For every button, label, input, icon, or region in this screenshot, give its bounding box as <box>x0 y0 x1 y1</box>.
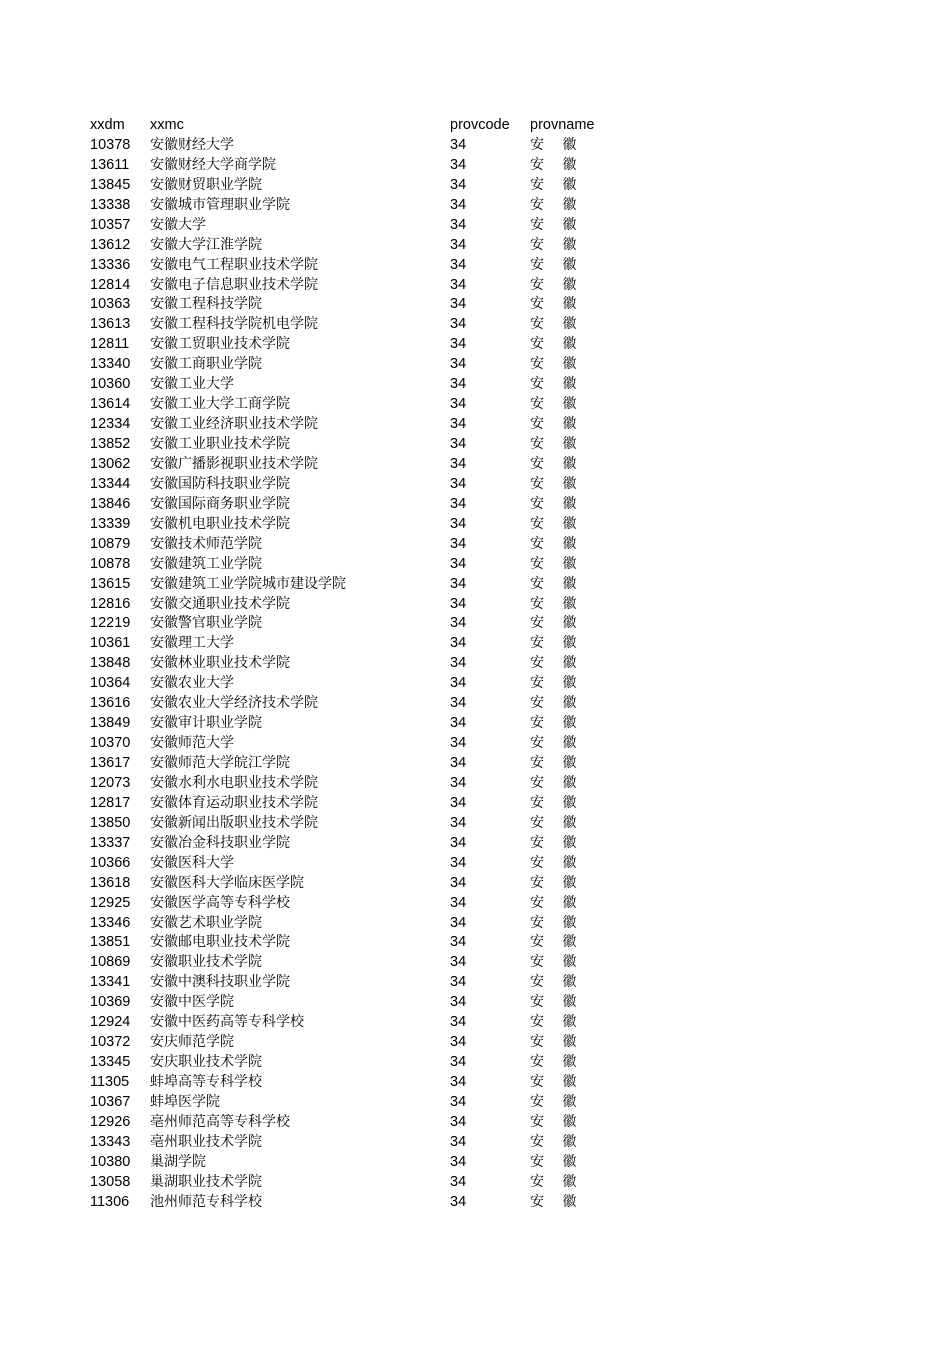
cell-xxmc: 安徽工业大学工商学院 <box>150 396 290 413</box>
cell-provname: 安 徽 <box>530 475 584 492</box>
cell-provname: 安 徽 <box>530 1113 584 1130</box>
cell-xxdm: 13618 <box>90 874 131 891</box>
cell-provcode: 34 <box>450 695 467 712</box>
cell-provcode: 34 <box>450 555 467 572</box>
cell-provcode: 34 <box>450 216 467 233</box>
cell-xxdm: 13336 <box>90 256 131 273</box>
cell-xxdm: 13614 <box>90 396 131 413</box>
cell-provname: 安 徽 <box>530 535 584 552</box>
cell-xxmc: 安徽技术师范学院 <box>150 535 262 552</box>
cell-xxdm: 10367 <box>90 1093 131 1110</box>
cell-provcode: 34 <box>450 914 467 931</box>
cell-xxmc: 安徽工程科技学院机电学院 <box>150 316 318 333</box>
cell-provcode: 34 <box>450 256 467 273</box>
cell-provname: 安 徽 <box>530 236 584 253</box>
cell-xxdm: 13615 <box>90 575 131 592</box>
cell-provname: 安 徽 <box>530 1133 584 1150</box>
cell-provname: 安 徽 <box>530 715 584 732</box>
cell-xxmc: 安徽电气工程职业技术学院 <box>150 256 318 273</box>
cell-xxdm: 13062 <box>90 455 131 472</box>
cell-provname: 安 徽 <box>530 755 584 771</box>
column-header-provcode: provcode <box>450 117 510 133</box>
cell-provcode: 34 <box>450 1054 467 1071</box>
cell-provcode: 34 <box>450 615 467 632</box>
cell-provcode: 34 <box>450 874 467 891</box>
cell-xxdm: 10869 <box>90 954 131 971</box>
cell-xxdm: 13339 <box>90 515 131 532</box>
cell-provcode: 34 <box>450 176 467 193</box>
cell-provname: 安 徽 <box>530 316 584 333</box>
cell-xxmc: 安徽师范大学皖江学院 <box>150 755 290 771</box>
cell-xxmc: 池州师范专科学校 <box>150 1193 262 1210</box>
cell-provcode: 34 <box>450 715 467 732</box>
cell-xxmc: 安徽财经大学商学院 <box>150 156 276 173</box>
cell-provcode: 34 <box>450 535 467 552</box>
cell-xxdm: 12925 <box>90 894 131 911</box>
cell-provcode: 34 <box>450 1034 467 1051</box>
cell-xxdm: 10361 <box>90 635 131 652</box>
cell-provcode: 34 <box>450 436 467 452</box>
cell-provcode: 34 <box>450 894 467 911</box>
cell-xxdm: 12811 <box>90 336 130 353</box>
cell-provname: 安 徽 <box>530 176 584 193</box>
cell-xxdm: 13845 <box>90 176 131 193</box>
cell-provname: 安 徽 <box>530 396 584 413</box>
cell-provname: 安 徽 <box>530 894 584 911</box>
cell-provname: 安 徽 <box>530 196 584 213</box>
cell-xxdm: 13611 <box>90 156 130 173</box>
cell-xxdm: 12924 <box>90 1014 131 1031</box>
cell-xxmc: 安徽水利水电职业技术学院 <box>150 774 318 791</box>
cell-xxdm: 10370 <box>90 735 131 752</box>
cell-provcode: 34 <box>450 1074 467 1090</box>
cell-provname: 安 徽 <box>530 1153 584 1170</box>
cell-provname: 安 徽 <box>530 814 584 831</box>
cell-xxmc: 安庆师范学院 <box>150 1034 234 1051</box>
cell-xxmc: 安徽审计职业学院 <box>150 715 262 732</box>
cell-provname: 安 徽 <box>530 834 584 851</box>
cell-xxdm: 12814 <box>90 276 131 293</box>
cell-provname: 安 徽 <box>530 934 584 951</box>
cell-xxmc: 巢湖学院 <box>150 1153 206 1170</box>
cell-provname: 安 徽 <box>530 954 584 971</box>
cell-provcode: 34 <box>450 1173 467 1190</box>
cell-provcode: 34 <box>450 774 467 791</box>
column-header-provname: provname <box>530 117 595 133</box>
cell-xxmc: 安徽体育运动职业技术学院 <box>150 794 318 811</box>
cell-provcode: 34 <box>450 196 467 213</box>
cell-xxdm: 10360 <box>90 376 131 393</box>
cell-xxdm: 13613 <box>90 316 131 333</box>
cell-provname: 安 徽 <box>530 376 584 393</box>
cell-provcode: 34 <box>450 296 467 313</box>
cell-provname: 安 徽 <box>530 1054 584 1071</box>
cell-xxmc: 安徽师范大学 <box>150 735 234 752</box>
cell-provname: 安 徽 <box>530 655 584 672</box>
cell-provcode: 34 <box>450 316 467 333</box>
cell-provname: 安 徽 <box>530 216 584 233</box>
cell-xxdm: 13058 <box>90 1173 131 1190</box>
cell-provname: 安 徽 <box>530 495 584 512</box>
cell-provname: 安 徽 <box>530 675 584 692</box>
cell-provcode: 34 <box>450 814 467 831</box>
cell-xxmc: 蚌埠高等专科学校 <box>150 1074 262 1090</box>
cell-provname: 安 徽 <box>530 515 584 532</box>
cell-provname: 安 徽 <box>530 575 584 592</box>
cell-provcode: 34 <box>450 475 467 492</box>
cell-provcode: 34 <box>450 675 467 692</box>
cell-xxmc: 亳州职业技术学院 <box>150 1133 262 1150</box>
cell-xxmc: 安徽工业经济职业技术学院 <box>150 416 318 433</box>
cell-xxmc: 安徽大学江淮学院 <box>150 236 262 253</box>
cell-xxmc: 安徽建筑工业学院城市建设学院 <box>150 575 346 592</box>
cell-xxmc: 安徽中医药高等专科学校 <box>150 1014 304 1031</box>
cell-provcode: 34 <box>450 1153 467 1170</box>
cell-provcode: 34 <box>450 735 467 752</box>
cell-xxdm: 13849 <box>90 715 131 732</box>
cell-provcode: 34 <box>450 974 467 991</box>
cell-provname: 安 徽 <box>530 455 584 472</box>
cell-xxmc: 安徽中澳科技职业学院 <box>150 974 290 991</box>
cell-xxdm: 13846 <box>90 495 131 512</box>
cell-provcode: 34 <box>450 515 467 532</box>
cell-xxdm: 10372 <box>90 1034 131 1051</box>
cell-xxdm: 13340 <box>90 356 131 373</box>
cell-provname: 安 徽 <box>530 735 584 752</box>
cell-xxmc: 安徽医科大学 <box>150 854 234 871</box>
cell-xxmc: 安徽中医学院 <box>150 994 234 1011</box>
cell-xxmc: 安徽冶金科技职业学院 <box>150 834 290 851</box>
cell-xxdm: 13338 <box>90 196 131 213</box>
cell-xxmc: 安徽艺术职业学院 <box>150 914 262 931</box>
cell-provname: 安 徽 <box>530 1014 584 1031</box>
cell-provname: 安 徽 <box>530 635 584 652</box>
cell-provcode: 34 <box>450 954 467 971</box>
cell-provcode: 34 <box>450 236 467 253</box>
cell-provname: 安 徽 <box>530 256 584 273</box>
cell-provname: 安 徽 <box>530 695 584 712</box>
cell-provcode: 34 <box>450 794 467 811</box>
cell-provcode: 34 <box>450 854 467 871</box>
cell-xxmc: 蚌埠医学院 <box>150 1093 220 1110</box>
cell-xxdm: 13848 <box>90 655 131 672</box>
cell-provname: 安 徽 <box>530 1074 584 1090</box>
cell-provname: 安 徽 <box>530 914 584 931</box>
cell-xxdm: 10378 <box>90 136 131 153</box>
cell-provname: 安 徽 <box>530 336 584 353</box>
cell-provname: 安 徽 <box>530 994 584 1011</box>
cell-provname: 安 徽 <box>530 276 584 293</box>
cell-provname: 安 徽 <box>530 1034 584 1051</box>
cell-xxdm: 10366 <box>90 854 131 871</box>
cell-provcode: 34 <box>450 595 467 612</box>
cell-xxmc: 安徽工贸职业技术学院 <box>150 336 290 353</box>
cell-xxdm: 10879 <box>90 535 131 552</box>
cell-xxmc: 安徽城市管理职业学院 <box>150 196 290 213</box>
cell-provcode: 34 <box>450 1193 467 1210</box>
cell-xxmc: 安徽农业大学 <box>150 675 234 692</box>
cell-xxdm: 12817 <box>90 794 131 811</box>
cell-xxmc: 安庆职业技术学院 <box>150 1054 262 1071</box>
cell-provcode: 34 <box>450 276 467 293</box>
cell-xxmc: 安徽林业职业技术学院 <box>150 655 290 672</box>
cell-provcode: 34 <box>450 575 467 592</box>
cell-xxdm: 13343 <box>90 1133 131 1150</box>
cell-provcode: 34 <box>450 994 467 1011</box>
cell-xxdm: 13612 <box>90 236 131 253</box>
cell-xxmc: 安徽财经大学 <box>150 136 234 153</box>
cell-xxmc: 安徽邮电职业技术学院 <box>150 934 290 951</box>
cell-provname: 安 徽 <box>530 1173 584 1190</box>
cell-xxdm: 11306 <box>90 1193 130 1210</box>
cell-xxmc: 安徽医学高等专科学校 <box>150 894 290 911</box>
column-header-xxdm: xxdm <box>90 117 125 133</box>
cell-xxmc: 安徽电子信息职业技术学院 <box>150 276 318 293</box>
cell-provcode: 34 <box>450 1093 467 1110</box>
cell-xxdm: 10878 <box>90 555 131 572</box>
cell-xxmc: 安徽工业职业技术学院 <box>150 436 290 452</box>
cell-xxdm: 10364 <box>90 675 131 692</box>
cell-provcode: 34 <box>450 396 467 413</box>
cell-xxdm: 12073 <box>90 774 131 791</box>
cell-provcode: 34 <box>450 156 467 173</box>
cell-xxmc: 安徽工商职业学院 <box>150 356 262 373</box>
cell-xxdm: 12219 <box>90 615 131 632</box>
cell-xxmc: 安徽理工大学 <box>150 635 234 652</box>
cell-xxdm: 13851 <box>90 934 131 951</box>
cell-provname: 安 徽 <box>530 1093 584 1110</box>
cell-provcode: 34 <box>450 635 467 652</box>
cell-xxdm: 10369 <box>90 994 131 1011</box>
cell-xxdm: 10363 <box>90 296 131 313</box>
cell-provcode: 34 <box>450 834 467 851</box>
cell-xxdm: 13345 <box>90 1054 131 1071</box>
cell-provname: 安 徽 <box>530 774 584 791</box>
cell-provname: 安 徽 <box>530 416 584 433</box>
cell-provname: 安 徽 <box>530 555 584 572</box>
cell-provcode: 34 <box>450 336 467 353</box>
cell-provname: 安 徽 <box>530 1193 584 1210</box>
cell-provcode: 34 <box>450 1014 467 1031</box>
cell-provcode: 34 <box>450 1133 467 1150</box>
cell-xxmc: 安徽医科大学临床医学院 <box>150 874 304 891</box>
column-header-xxmc: xxmc <box>150 117 184 133</box>
cell-provname: 安 徽 <box>530 854 584 871</box>
cell-xxmc: 安徽警官职业学院 <box>150 615 262 632</box>
cell-xxdm: 12926 <box>90 1113 131 1130</box>
cell-provname: 安 徽 <box>530 615 584 632</box>
cell-provname: 安 徽 <box>530 436 584 452</box>
cell-xxdm: 13346 <box>90 914 131 931</box>
cell-xxdm: 13616 <box>90 695 131 712</box>
cell-provcode: 34 <box>450 1113 467 1130</box>
cell-xxmc: 安徽新闻出版职业技术学院 <box>150 814 318 831</box>
cell-xxmc: 安徽国际商务职业学院 <box>150 495 290 512</box>
cell-xxmc: 安徽大学 <box>150 216 206 233</box>
cell-xxdm: 12816 <box>90 595 131 612</box>
cell-xxmc: 安徽职业技术学院 <box>150 954 262 971</box>
cell-xxdm: 13341 <box>90 974 131 991</box>
cell-xxmc: 亳州师范高等专科学校 <box>150 1113 290 1130</box>
cell-xxmc: 安徽广播影视职业技术学院 <box>150 455 318 472</box>
cell-provcode: 34 <box>450 455 467 472</box>
cell-xxdm: 10357 <box>90 216 131 233</box>
cell-xxdm: 13617 <box>90 755 131 771</box>
cell-provname: 安 徽 <box>530 794 584 811</box>
cell-provcode: 34 <box>450 934 467 951</box>
cell-xxdm: 13852 <box>90 436 131 452</box>
cell-provname: 安 徽 <box>530 874 584 891</box>
cell-xxmc: 安徽工业大学 <box>150 376 234 393</box>
cell-provname: 安 徽 <box>530 974 584 991</box>
cell-xxdm: 11305 <box>90 1074 130 1090</box>
cell-provcode: 34 <box>450 356 467 373</box>
cell-provcode: 34 <box>450 495 467 512</box>
cell-provname: 安 徽 <box>530 296 584 313</box>
cell-xxdm: 13850 <box>90 814 131 831</box>
cell-xxmc: 安徽机电职业技术学院 <box>150 515 290 532</box>
cell-provcode: 34 <box>450 655 467 672</box>
cell-provname: 安 徽 <box>530 136 584 153</box>
cell-provcode: 34 <box>450 376 467 393</box>
cell-xxmc: 巢湖职业技术学院 <box>150 1173 262 1190</box>
cell-xxmc: 安徽财贸职业学院 <box>150 176 262 193</box>
cell-xxmc: 安徽交通职业技术学院 <box>150 595 290 612</box>
cell-xxmc: 安徽建筑工业学院 <box>150 555 262 572</box>
cell-xxmc: 安徽国防科技职业学院 <box>150 475 290 492</box>
cell-provcode: 34 <box>450 416 467 433</box>
cell-provcode: 34 <box>450 755 467 771</box>
cell-provname: 安 徽 <box>530 595 584 612</box>
cell-provname: 安 徽 <box>530 156 584 173</box>
cell-xxmc: 安徽农业大学经济技术学院 <box>150 695 318 712</box>
cell-xxdm: 10380 <box>90 1153 131 1170</box>
cell-xxdm: 13337 <box>90 834 131 851</box>
cell-provcode: 34 <box>450 136 467 153</box>
cell-provname: 安 徽 <box>530 356 584 373</box>
cell-xxdm: 13344 <box>90 475 131 492</box>
cell-xxmc: 安徽工程科技学院 <box>150 296 262 313</box>
cell-xxdm: 12334 <box>90 416 131 433</box>
